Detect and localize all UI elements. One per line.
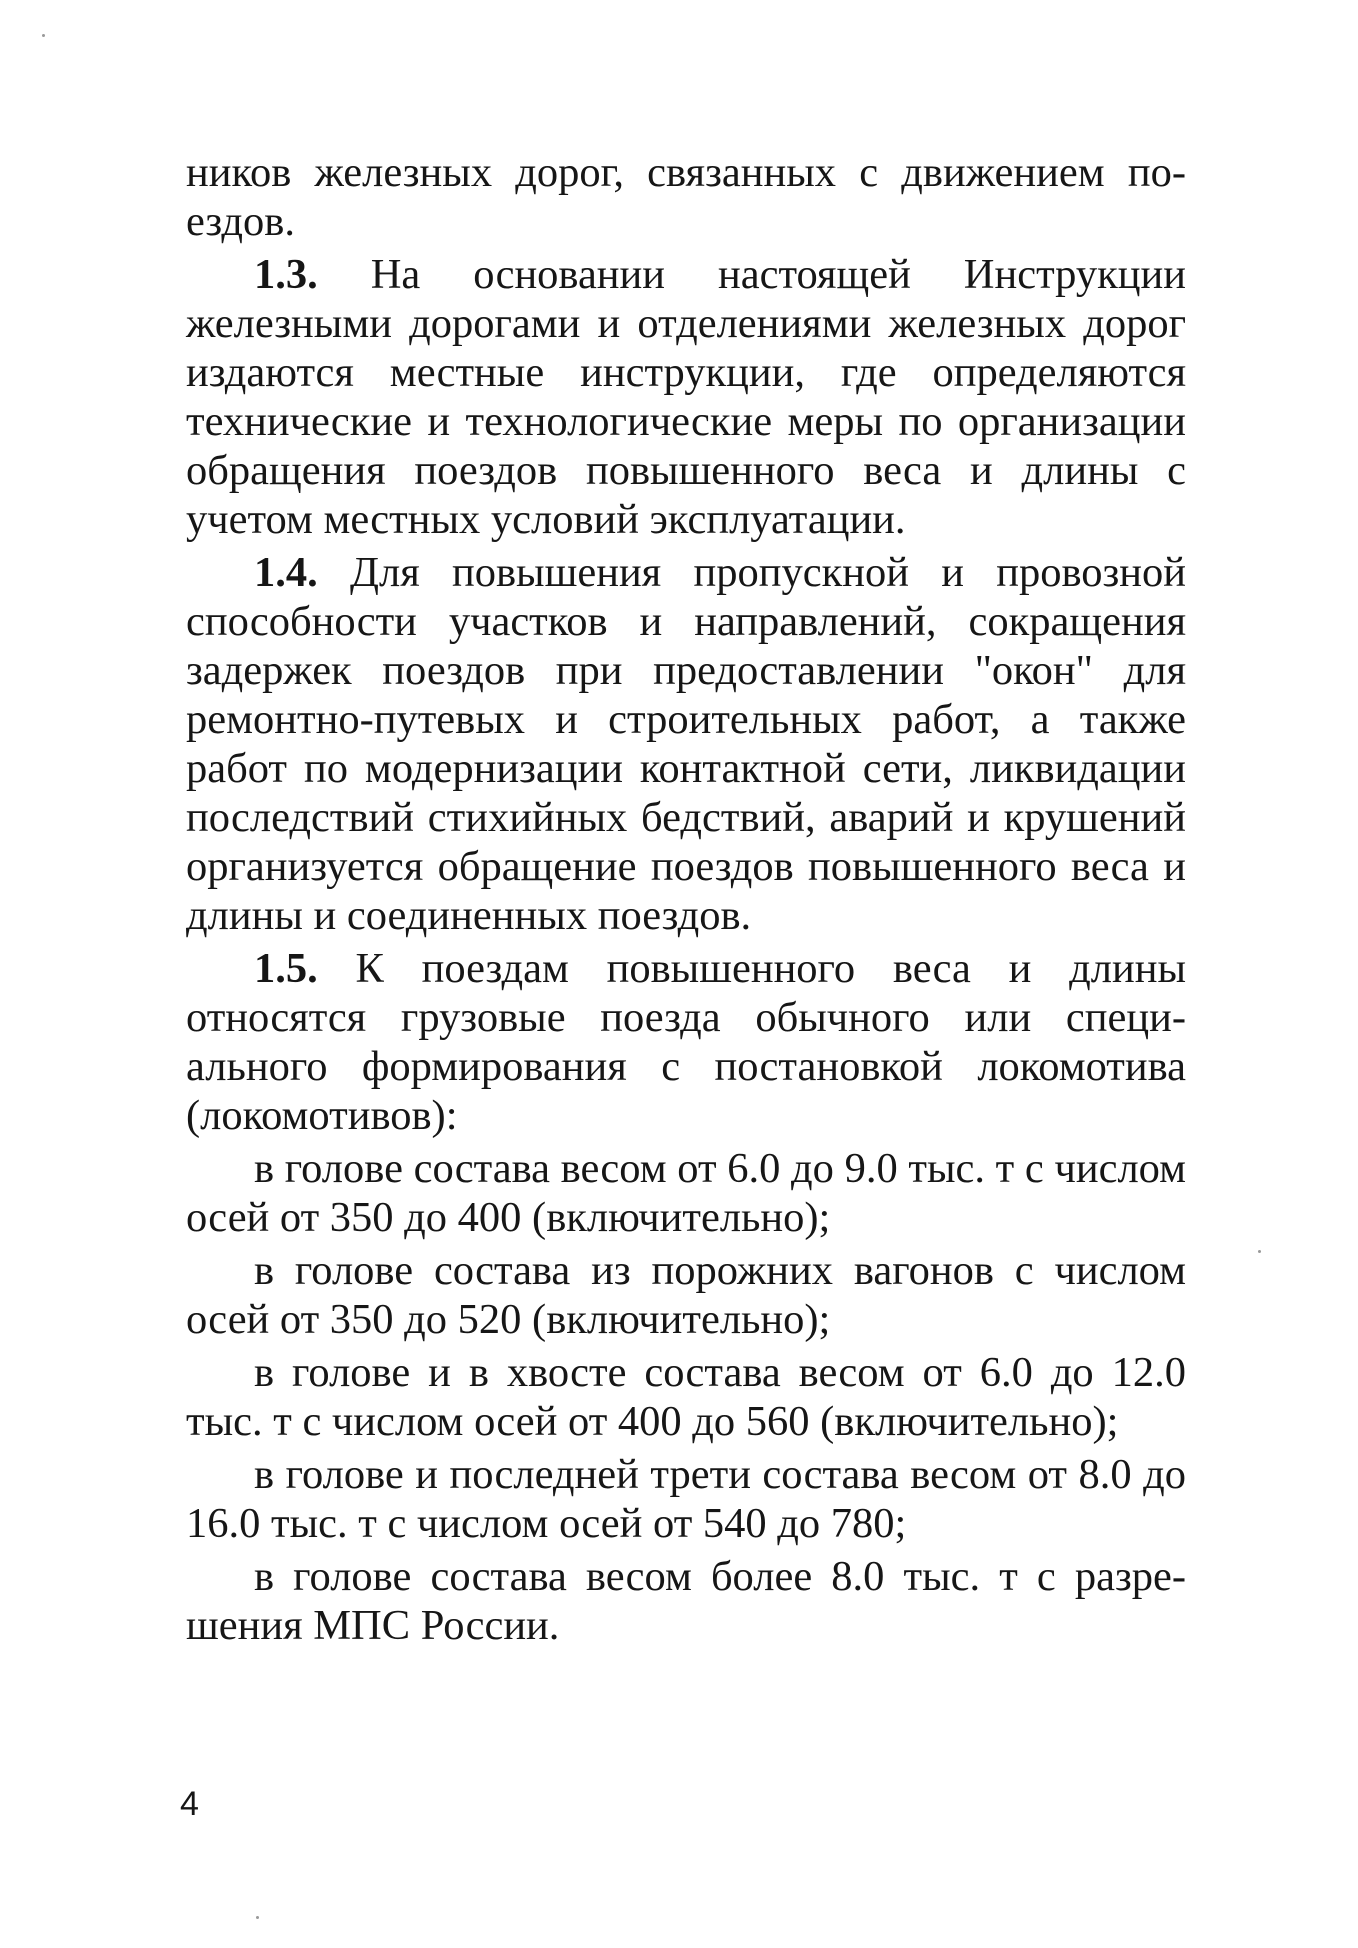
list-item: в голове состава из порожних вагонов с числом осей от 350 до 520 (включительно);: [186, 1247, 1186, 1343]
list-item: в голове состава весом от 6.0 до 9.0 тыс. т с числом осей от 350 до 400 (включительно);: [186, 1145, 1186, 1241]
list-item: в голове состава весом более 8.0 тыс. т с разрешения МПС России.: [186, 1553, 1186, 1649]
continuation-paragraph: ников железных дорог, связанных с движением поездов.: [186, 149, 1186, 245]
section-text: Для повышения пропускной и провозной способности участков и направлений, сокращения задержек поездов при предоставлении "окон" для ремонтно-путевых и строительных работ, а также работ по модернизации контактной сети, ликвидации последствий стихийных бедствий, аварий и крушений организуется обращение поездов повышенного веса и длины и соединенных поездов.: [186, 549, 1186, 939]
section-number: 1.4.: [254, 549, 318, 596]
list-item: в голове и последней трети состава весом от 8.0 до 16.0 тыс. т с числом осей от 540 до 780;: [186, 1451, 1186, 1547]
section-number: 1.5.: [254, 945, 318, 992]
section-text: На основании настоящей Инструкции железными дорогами и отделениями железных дорог издаются местные инструкции, где определяются технические и технологические меры по организации обращения поездов повышенного веса и длины с учетом местных условий эксплуатации.: [186, 251, 1187, 543]
document-page: [186, 148, 1186, 1650]
section-text: К поездам повышенного веса и длины относятся грузовые поезда обычного или специального формирования с постановкой локомотива (локомотивов):: [186, 945, 1187, 1139]
section-number: 1.3.: [254, 251, 318, 298]
page-number: 4: [180, 1785, 199, 1823]
scan-speck: [1258, 1250, 1261, 1253]
list-item: в голове и в хвосте состава весом от 6.0 до 12.0 тыс. т с числом осей от 400 до 560 (включительно);: [186, 1349, 1186, 1445]
scan-speck: [42, 34, 45, 37]
scan-speck: [256, 1916, 259, 1919]
section-1-3: [186, 250, 1186, 544]
section-1-4: [186, 548, 1186, 940]
section-1-5: [186, 944, 1186, 1140]
